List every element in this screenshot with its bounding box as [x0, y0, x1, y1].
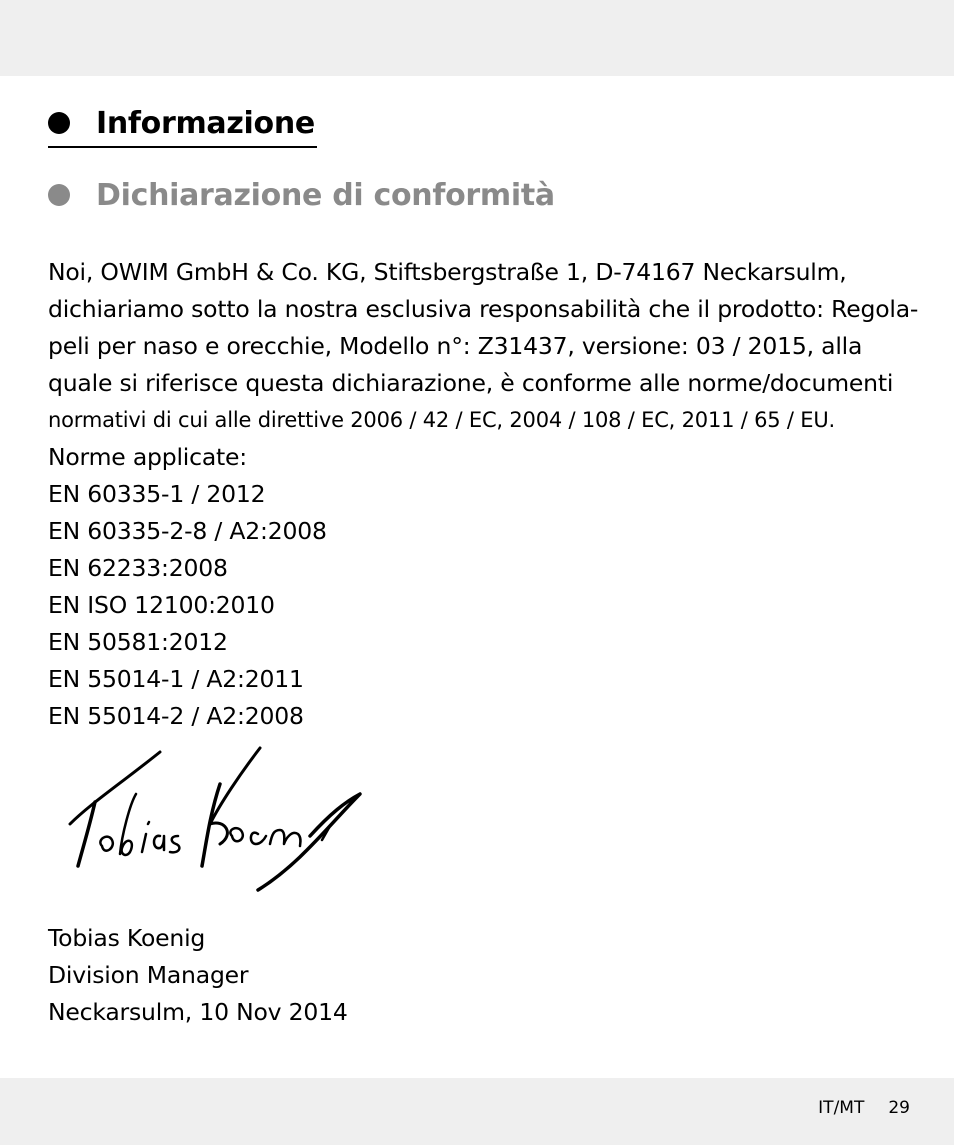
standard-item: EN 60335-2-8 / A2:2008	[48, 517, 327, 545]
subsection-title: Dichiarazione di conformità	[96, 177, 555, 213]
standard-item: EN ISO 12100:2010	[48, 591, 275, 619]
standard-item: EN 62233:2008	[48, 554, 228, 582]
bottom-band	[0, 1078, 954, 1145]
standard-item: EN 60335-1 / 2012	[48, 480, 266, 508]
bullet-icon	[48, 112, 70, 134]
section-heading	[48, 100, 317, 148]
language-code: IT/MT	[818, 1098, 865, 1118]
signer-role: Division Manager	[48, 961, 249, 989]
declaration-line: peli per naso e orecchie, Modello n°: Z31437, versione: 03 / 2015, alla	[48, 332, 863, 360]
signer-place-date: Neckarsulm, 10 Nov 2014	[48, 998, 348, 1026]
standard-item: EN 50581:2012	[48, 628, 228, 656]
standard-item: EN 55014-2 / A2:2008	[48, 702, 304, 730]
section-title: Informazione	[96, 105, 315, 141]
page-footer	[818, 1098, 910, 1118]
page-number: 29	[888, 1098, 910, 1118]
signer-name: Tobias Koenig	[48, 924, 206, 952]
declaration-line: dichiariamo sotto la nostra esclusiva responsabilità che il prodotto: Regola-	[48, 295, 919, 323]
standards-label: Norme applicate:	[48, 443, 248, 471]
bullet-icon	[48, 184, 70, 206]
declaration-line: normativi di cui alle direttive 2006 / 42 / EC, 2004 / 108 / EC, 2011 / 65 / EU.	[48, 408, 835, 432]
subsection-heading	[48, 174, 555, 216]
signer-block	[48, 920, 348, 1031]
signature	[60, 744, 370, 894]
declaration-line: Noi, OWIM GmbH & Co. KG, Stiftsbergstraße 1, D-74167 Neckarsulm,	[48, 258, 847, 286]
declaration-line: quale si riferisce questa dichiarazione, è conforme alle norme/documenti	[48, 369, 894, 397]
declaration-text	[48, 254, 918, 735]
standard-item: EN 55014-1 / A2:2011	[48, 665, 304, 693]
top-band	[0, 0, 954, 76]
